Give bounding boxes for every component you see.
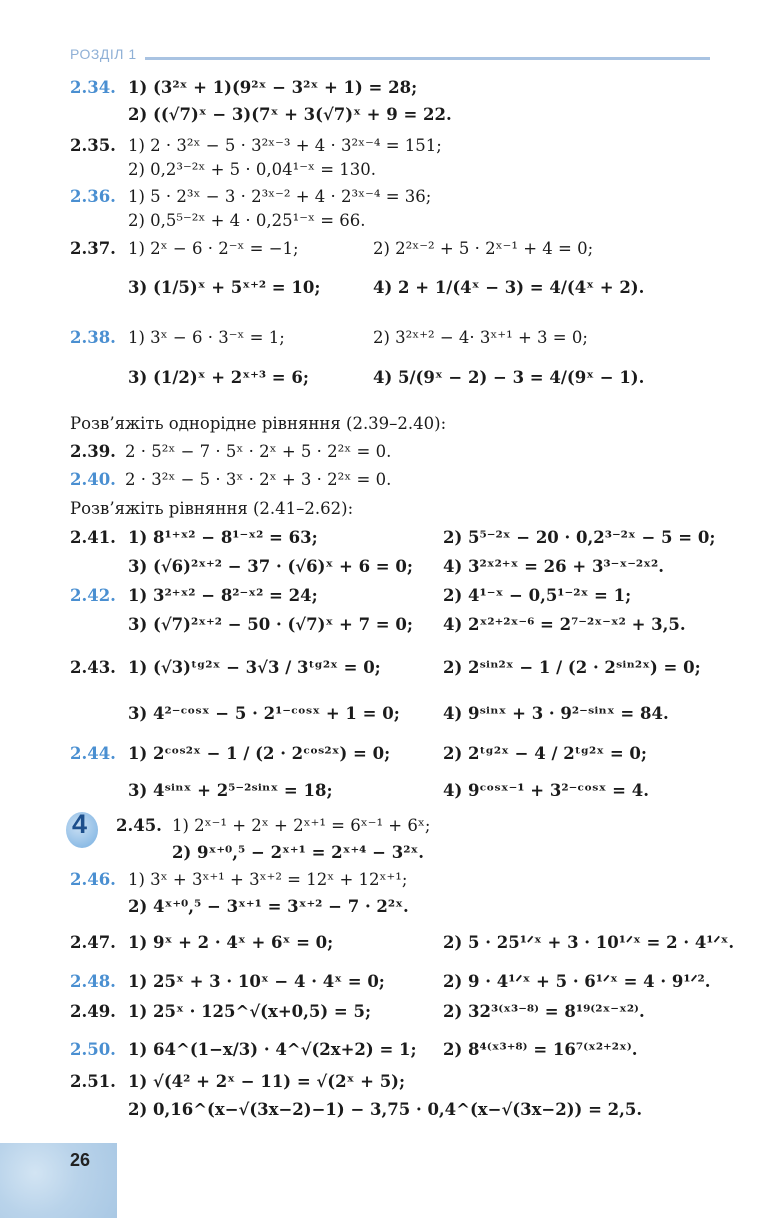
exercise-number: 2.45. <box>116 816 162 835</box>
exercise-part: 4) 2ˣ²⁺²ˣ⁻⁶ = 2⁷⁻²ˣ⁻ˣ² + 3,5. <box>443 615 686 634</box>
exercise-number: 2.42. <box>70 586 116 605</box>
exercise-part: 2) 9ˣ⁺⁰,⁵ − 2ˣ⁺¹ = 2ˣ⁺⁴ − 3²ˣ. <box>172 843 425 862</box>
exercise-part: 2 · 5²ˣ − 7 · 5ˣ · 2ˣ + 5 · 2²ˣ = 0. <box>125 442 392 461</box>
exercise-number: 2.39. <box>70 442 116 461</box>
exercise-number: 2.48. <box>70 972 116 991</box>
exercise-part: 1) (3²ˣ + 1)(9²ˣ − 3²ˣ + 1) = 28; <box>128 78 418 97</box>
exercise-part: 2) ((√7)ˣ − 3)(7ˣ + 3(√7)ˣ + 9 = 22. <box>128 105 452 124</box>
exercise-part: 2) 9 · 4¹ᐟˣ + 5 · 6¹ᐟˣ = 4 · 9¹ᐟ². <box>443 972 711 991</box>
exercise-part: 2) 8⁴⁽ˣ³⁺⁸⁾ = 16⁷⁽ˣ²⁺²ˣ⁾. <box>443 1040 638 1059</box>
exercise-part: 4) 3²ˣ²⁺ˣ = 26 + 3³⁻ˣ⁻²ˣ². <box>443 557 664 576</box>
header-rule <box>145 57 710 60</box>
exercise-part: 2) 32³⁽ˣ³⁻⁸⁾ = 8¹⁹⁽²ˣ⁻ˣ²⁾. <box>443 1002 645 1021</box>
exercise-part: 4) 9ᶜᵒˢˣ⁻¹ + 3²⁻ᶜᵒˢˣ = 4. <box>443 781 649 800</box>
instruction-text: Розв’яжіть рівняння (2.41–2.62): <box>70 499 354 518</box>
exercise-part: 3) (1/5)ˣ + 5ˣ⁺² = 10; <box>128 278 321 297</box>
exercise-part: 1) (√3)ᵗᵍ²ˣ − 3√3 / 3ᵗᵍ²ˣ = 0; <box>128 658 381 677</box>
exercise-number: 2.41. <box>70 528 116 547</box>
difficulty-level: 4 <box>72 809 88 839</box>
exercise-part: 1) 2ᶜᵒˢ²ˣ − 1 / (2 · 2ᶜᵒˢ²ˣ) = 0; <box>128 744 391 763</box>
exercise-number: 2.49. <box>70 1002 116 1021</box>
exercise-number: 2.44. <box>70 744 116 763</box>
exercise-number: 2.46. <box>70 870 116 889</box>
exercise-part: 2 · 3²ˣ − 5 · 3ˣ · 2ˣ + 3 · 2²ˣ = 0. <box>125 470 392 489</box>
exercise-part: 1) 2 · 3²ˣ − 5 · 3²ˣ⁻³ + 4 · 3²ˣ⁻⁴ = 151; <box>128 136 442 155</box>
exercise-part: 2) 3²ˣ⁺² − 4· 3ˣ⁺¹ + 3 = 0; <box>373 328 588 347</box>
exercise-number: 2.40. <box>70 470 116 489</box>
exercise-part: 4) 9ˢⁱⁿˣ + 3 · 9²⁻ˢⁱⁿˣ = 84. <box>443 704 669 723</box>
exercise-part: 1) 2ˣ⁻¹ + 2ˣ + 2ˣ⁺¹ = 6ˣ⁻¹ + 6ˣ; <box>172 816 431 835</box>
exercise-part: 1) 2ˣ − 6 · 2⁻ˣ = −1; <box>128 239 299 258</box>
exercise-part: 1) 5 · 2³ˣ − 3 · 2³ˣ⁻² + 4 · 2³ˣ⁻⁴ = 36; <box>128 187 432 206</box>
exercise-number: 2.38. <box>70 328 116 347</box>
exercise-part: 1) 3²⁺ˣ² − 8²⁻ˣ² = 24; <box>128 586 318 605</box>
exercise-part: 2) 4¹⁻ˣ − 0,5¹⁻²ˣ = 1; <box>443 586 632 605</box>
exercise-part: 1) 3ˣ − 6 · 3⁻ˣ = 1; <box>128 328 285 347</box>
exercise-part: 3) (√7)²ˣ⁺² − 50 · (√7)ˣ + 7 = 0; <box>128 615 413 634</box>
exercise-part: 1) 25ˣ + 3 · 10ˣ − 4 · 4ˣ = 0; <box>128 972 385 991</box>
exercise-number: 2.37. <box>70 239 116 258</box>
exercise-part: 3) 4ˢⁱⁿˣ + 2⁵⁻²ˢⁱⁿˣ = 18; <box>128 781 333 800</box>
exercise-part: 3) (1/2)ˣ + 2ˣ⁺³ = 6; <box>128 368 309 387</box>
exercise-number: 2.43. <box>70 658 116 677</box>
exercise-part: 1) 9ˣ + 2 · 4ˣ + 6ˣ = 0; <box>128 933 334 952</box>
page-corner-decoration <box>0 1143 117 1218</box>
exercise-part: 1) √(4² + 2ˣ − 11) = √(2ˣ + 5); <box>128 1072 406 1091</box>
exercise-part: 2) 2ᵗᵍ²ˣ − 4 / 2ᵗᵍ²ˣ = 0; <box>443 744 647 763</box>
exercise-part: 3) (√6)²ˣ⁺² − 37 · (√6)ˣ + 6 = 0; <box>128 557 413 576</box>
exercise-number: 2.51. <box>70 1072 116 1091</box>
exercise-part: 1) 64^(1−x/3) · 4^√(2x+2) = 1; <box>128 1040 417 1059</box>
exercise-part: 1) 3ˣ + 3ˣ⁺¹ + 3ˣ⁺² = 12ˣ + 12ˣ⁺¹; <box>128 870 408 889</box>
exercise-part: 2) 5 · 25¹ᐟˣ + 3 · 10¹ᐟˣ = 2 · 4¹ᐟˣ. <box>443 933 735 952</box>
exercise-part: 2) 5⁵⁻²ˣ − 20 · 0,2³⁻²ˣ − 5 = 0; <box>443 528 716 547</box>
page-number: 26 <box>70 1150 91 1170</box>
exercise-number: 2.36. <box>70 187 116 206</box>
exercise-part: 1) 8¹⁺ˣ² − 8¹⁻ˣ² = 63; <box>128 528 318 547</box>
exercise-part: 3) 4²⁻ᶜᵒˢˣ − 5 · 2¹⁻ᶜᵒˢˣ + 1 = 0; <box>128 704 400 723</box>
exercise-part: 2) 2²ˣ⁻² + 5 · 2ˣ⁻¹ + 4 = 0; <box>373 239 594 258</box>
exercise-number: 2.34. <box>70 78 116 97</box>
exercise-number: 2.50. <box>70 1040 116 1059</box>
exercise-part: 2) 0,2³⁻²ˣ + 5 · 0,04¹⁻ˣ = 130. <box>128 160 377 179</box>
exercise-part: 1) 25ˣ · 125^√(x+0,5) = 5; <box>128 1002 372 1021</box>
instruction-text: Розв’яжіть однорідне рівняння (2.39–2.40): <box>70 414 447 433</box>
exercise-part: 4) 5/(9ˣ − 2) − 3 = 4/(9ˣ − 1). <box>373 368 645 387</box>
exercise-part: 2) 2ˢⁱⁿ²ˣ − 1 / (2 · 2ˢⁱⁿ²ˣ) = 0; <box>443 658 701 677</box>
exercise-part: 2) 0,5⁵⁻²ˣ + 4 · 0,25¹⁻ˣ = 66. <box>128 211 366 230</box>
exercise-number: 2.35. <box>70 136 116 155</box>
exercise-part: 2) 0,16^(x−√(3x−2)−1) − 3,75 · 0,4^(x−√(3x−2)) = 2,5. <box>128 1100 643 1119</box>
exercise-part: 4) 2 + 1/(4ˣ − 3) = 4/(4ˣ + 2). <box>373 278 645 297</box>
exercise-part: 2) 4ˣ⁺⁰,⁵ − 3ˣ⁺¹ = 3ˣ⁺² − 7 · 2²ˣ. <box>128 897 409 916</box>
exercise-number: 2.47. <box>70 933 116 952</box>
section-header: РОЗДІЛ 1 <box>70 46 137 62</box>
